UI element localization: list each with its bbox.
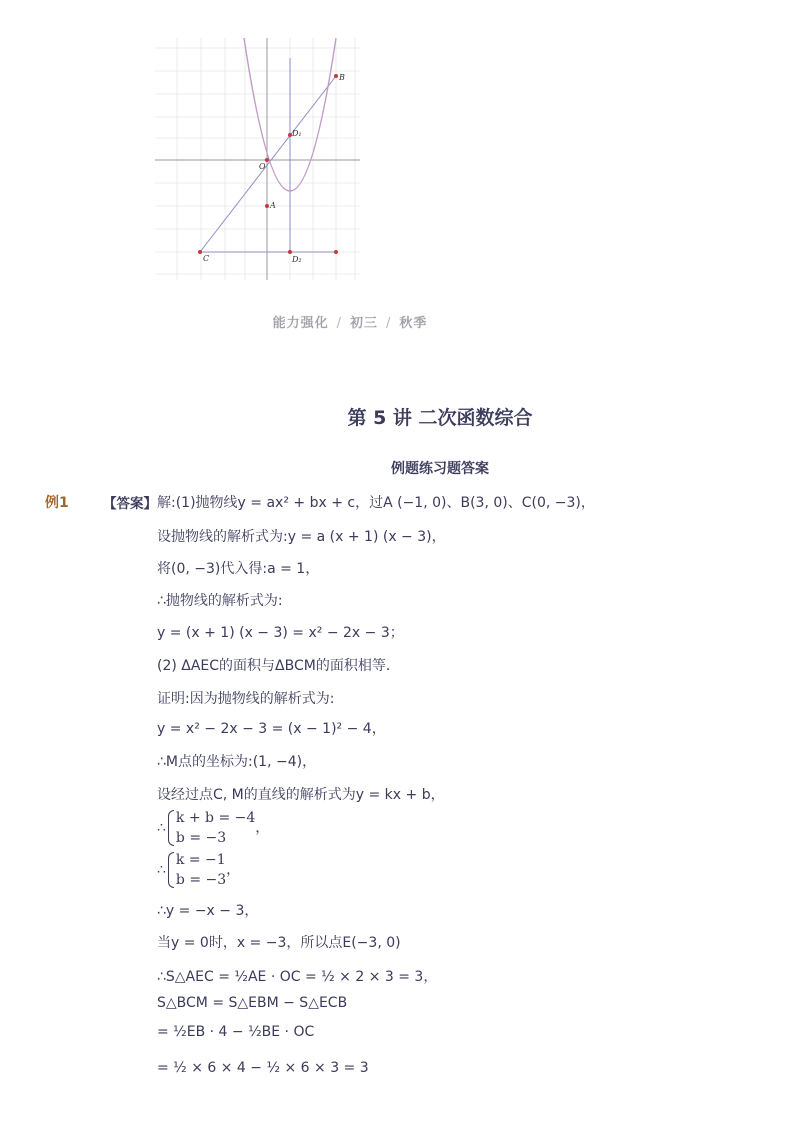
crumb-sep-2: /	[386, 316, 392, 331]
solution-line-17: = ½EB · 4 − ½BE · OC	[157, 1024, 315, 1040]
system-1-comma: ，	[255, 820, 270, 836]
solution-line-15: ∴S△AEC = ½AE · OC = ½ × 2 × 3 = 3，	[157, 969, 438, 985]
system-2	[157, 850, 240, 890]
therefore-symbol-2: ∴	[157, 862, 166, 878]
system-2-brace	[166, 850, 226, 890]
solution-line-14: 当y = 0时，x = −3，所以点E(−3, 0)	[157, 935, 401, 951]
line-cb	[200, 76, 336, 252]
solution-line-5: y = (x + 1) (x − 3) = x² − 2x − 3；	[157, 625, 404, 641]
label-d2: D₂	[292, 255, 302, 264]
solution-line-16: S△BCM = S△EBM − S△ECB	[157, 995, 348, 1011]
crumb-sep-1: /	[336, 316, 342, 331]
crumb-part1: 能力强化	[272, 316, 329, 331]
answer-label: 【答案】	[103, 496, 157, 512]
parabola-figure	[155, 38, 360, 280]
solution-line-1: 解:(1)抛物线y = ax² + bx + c，过A (−1, 0)、B(3, 0)、C(0, −3)，	[157, 495, 595, 511]
solution-line-4: ∴抛物线的解析式为:	[157, 593, 283, 609]
label-o: O	[259, 162, 266, 171]
system-1-eq2: b = −3	[175, 830, 227, 846]
system-1-eq1: k + b = −4	[175, 810, 256, 826]
solution-line-13: ∴y = −x − 3，	[157, 903, 259, 919]
solution-line-9: ∴M点的坐标为:(1, −4)，	[157, 754, 317, 770]
therefore-symbol-1: ∴	[157, 820, 166, 836]
footer-breadcrumb	[0, 312, 700, 331]
solution-line-6: (2) ΔAEC的面积与ΔBCM的面积相等．	[157, 658, 400, 674]
label-b: B	[339, 73, 345, 82]
system-2-eq1: k = −1	[175, 852, 226, 868]
solution-line-2: 设抛物线的解析式为:y = a (x + 1) (x − 3)，	[157, 529, 446, 545]
solution-line-10: 设经过点C, M的直线的解析式为y = kx + b，	[157, 787, 445, 803]
label-c: C	[203, 254, 210, 263]
system-2-comma: ，	[226, 862, 241, 878]
system-1	[157, 808, 269, 848]
coordinate-plot	[155, 38, 360, 280]
solution-line-8: y = x² − 2x − 3 = (x − 1)² − 4，	[157, 721, 386, 737]
label-a: A	[270, 201, 276, 210]
system-2-eq2: b = −3	[175, 872, 227, 888]
crumb-part2: 初三	[349, 316, 378, 331]
section-title: 例题练习题答案	[391, 461, 489, 477]
system-1-brace	[166, 808, 255, 848]
axes	[155, 38, 360, 280]
lecture-title: 第 5 讲 二次函数综合	[347, 407, 533, 429]
solution-line-7: 证明:因为抛物线的解析式为:	[157, 691, 335, 707]
crumb-part3: 秋季	[399, 316, 428, 331]
label-d1: D₁	[292, 129, 302, 138]
grid	[155, 38, 360, 280]
example-label: 例1	[45, 495, 69, 511]
solution-line-18: = ½ × 6 × 4 − ½ × 6 × 3 = 3	[157, 1060, 369, 1076]
solution-line-3: 将(0, −3)代入得:a = 1，	[157, 561, 320, 577]
